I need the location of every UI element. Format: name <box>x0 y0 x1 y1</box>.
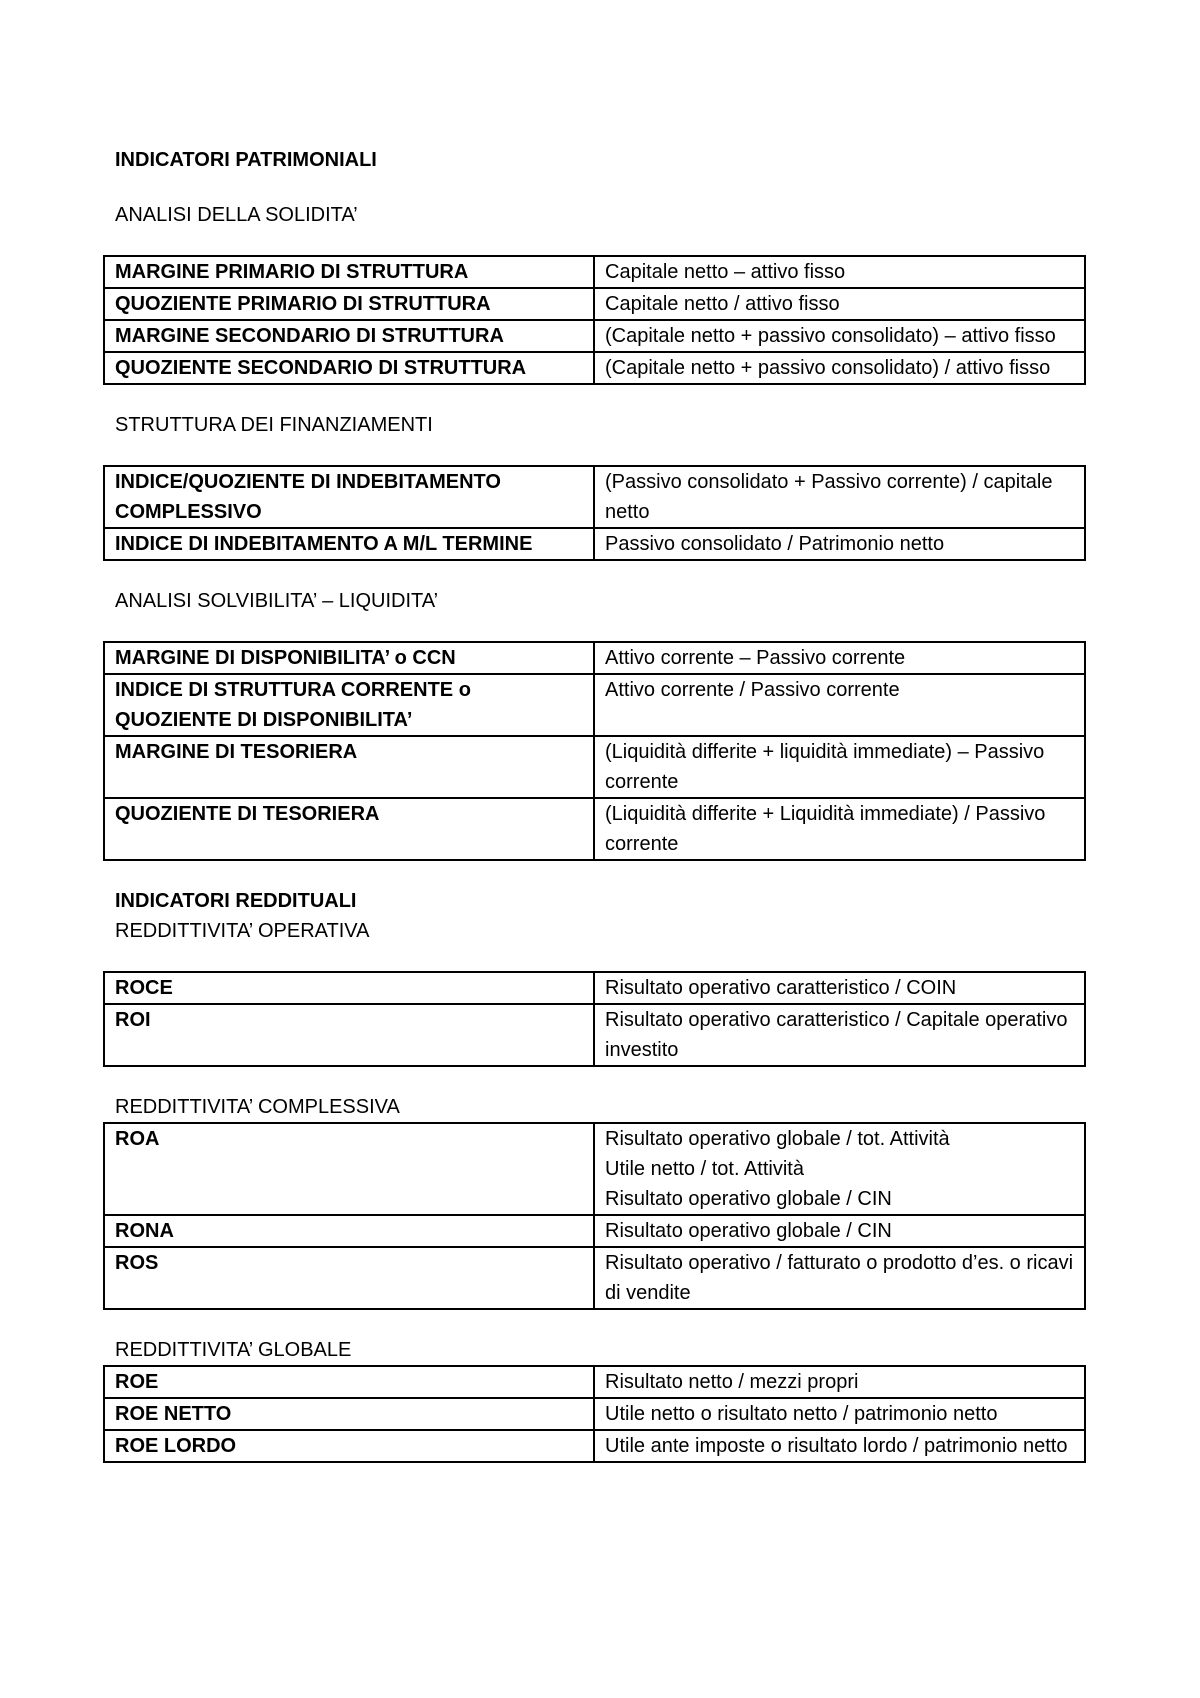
indicator-formula <box>594 320 1085 352</box>
formula-line: (Liquidità differite + liquidità immediate) – Passivo corrente <box>605 741 1045 793</box>
indicator-formula <box>594 528 1085 560</box>
table-row <box>104 1123 1085 1215</box>
indicator-formula <box>594 466 1085 528</box>
subsection-title: REDDITTIVITA’ OPERATIVA <box>115 920 370 942</box>
formula-line: Risultato operativo caratteristico / Capitale operativo investito <box>605 1009 1068 1061</box>
formula-line: (Passivo consolidato + Passivo corrente) / capitale netto <box>605 471 1053 523</box>
indicator-name: INDICE/QUOZIENTE DI INDEBITAMENTO COMPLESSIVO <box>104 466 594 528</box>
indicator-name: ROE <box>104 1366 594 1398</box>
indicator-name: MARGINE DI TESORIERA <box>104 736 594 798</box>
table-row <box>104 972 1085 1004</box>
table-row <box>104 1398 1085 1430</box>
indicator-name: ROE NETTO <box>104 1398 594 1430</box>
subsection-title: REDDITTIVITA’ COMPLESSIVA <box>115 1096 400 1118</box>
formula-line: Passivo consolidato / Patrimonio netto <box>605 533 945 555</box>
indicator-name: MARGINE DI DISPONIBILITA’ o CCN <box>104 642 594 674</box>
table-row <box>104 320 1085 352</box>
table-row <box>104 256 1085 288</box>
table-row <box>104 798 1085 860</box>
table-row <box>104 1247 1085 1309</box>
indicator-name: ROE LORDO <box>104 1430 594 1462</box>
table-row <box>104 1004 1085 1066</box>
indicator-formula <box>594 256 1085 288</box>
indicator-table <box>103 1122 1086 1310</box>
indicator-name: RONA <box>104 1215 594 1247</box>
indicator-name: QUOZIENTE PRIMARIO DI STRUTTURA <box>104 288 594 320</box>
indicator-formula <box>594 674 1085 736</box>
formula-line: (Liquidità differite + Liquidità immediate) / Passivo corrente <box>605 803 1046 855</box>
subsection-title: REDDITTIVITA’ GLOBALE <box>115 1339 352 1361</box>
indicator-formula <box>594 972 1085 1004</box>
subsection-title: ANALISI SOLVIBILITA’ – LIQUIDITA’ <box>115 590 439 612</box>
indicator-name: ROS <box>104 1247 594 1309</box>
table-row <box>104 674 1085 736</box>
formula-line: Utile netto / tot. Attività <box>605 1158 804 1180</box>
indicator-formula <box>594 1215 1085 1247</box>
formula-line: Risultato operativo globale / CIN <box>605 1188 892 1210</box>
formula-line: Capitale netto / attivo fisso <box>605 293 840 315</box>
indicator-formula <box>594 736 1085 798</box>
table-row <box>104 1366 1085 1398</box>
formula-line: Capitale netto – attivo fisso <box>605 261 846 283</box>
indicator-formula <box>594 1430 1085 1462</box>
table-row <box>104 352 1085 384</box>
indicator-name: INDICE DI STRUTTURA CORRENTE o QUOZIENTE DI DISPONIBILITA’ <box>104 674 594 736</box>
indicator-name: QUOZIENTE DI TESORIERA <box>104 798 594 860</box>
indicator-name: INDICE DI INDEBITAMENTO A M/L TERMINE <box>104 528 594 560</box>
formula-line: Risultato operativo globale / CIN <box>605 1220 892 1242</box>
indicator-table <box>103 1365 1086 1463</box>
indicator-formula <box>594 288 1085 320</box>
formula-line: Risultato operativo globale / tot. Attività <box>605 1128 950 1150</box>
indicator-name: MARGINE SECONDARIO DI STRUTTURA <box>104 320 594 352</box>
indicator-name: QUOZIENTE SECONDARIO DI STRUTTURA <box>104 352 594 384</box>
indicator-table <box>103 971 1086 1067</box>
subsection-title: STRUTTURA DEI FINANZIAMENTI <box>115 414 433 436</box>
indicator-formula <box>594 642 1085 674</box>
table-row <box>104 466 1085 528</box>
indicator-formula <box>594 352 1085 384</box>
formula-line: Risultato operativo caratteristico / COIN <box>605 977 957 999</box>
section-title: INDICATORI REDDITUALI <box>115 890 357 912</box>
indicator-name: MARGINE PRIMARIO DI STRUTTURA <box>104 256 594 288</box>
formula-line: Utile netto o risultato netto / patrimonio netto <box>605 1403 998 1425</box>
indicator-name: ROCE <box>104 972 594 1004</box>
formula-line: Utile ante imposte o risultato lordo / patrimonio netto <box>605 1435 1068 1457</box>
indicator-formula <box>594 1398 1085 1430</box>
indicator-table <box>103 641 1086 861</box>
table-row <box>104 528 1085 560</box>
formula-line: (Capitale netto + passivo consolidato) – attivo fisso <box>605 325 1056 347</box>
formula-line: Attivo corrente – Passivo corrente <box>605 647 906 669</box>
formula-line: Attivo corrente / Passivo corrente <box>605 679 900 701</box>
indicator-formula <box>594 798 1085 860</box>
table-row <box>104 736 1085 798</box>
formula-line: Risultato operativo / fatturato o prodotto d’es. o ricavi di vendite <box>605 1252 1074 1304</box>
table-row <box>104 642 1085 674</box>
indicator-formula <box>594 1247 1085 1309</box>
indicator-formula <box>594 1123 1085 1215</box>
table-row <box>104 288 1085 320</box>
indicator-formula <box>594 1004 1085 1066</box>
indicator-name: ROI <box>104 1004 594 1066</box>
document-page <box>103 145 1084 1463</box>
formula-line: Risultato netto / mezzi propri <box>605 1371 859 1393</box>
indicator-name: ROA <box>104 1123 594 1215</box>
section-title: INDICATORI PATRIMONIALI <box>115 149 377 171</box>
subsection-title: ANALISI DELLA SOLIDITA’ <box>115 204 358 226</box>
indicator-table <box>103 465 1086 561</box>
indicator-table <box>103 255 1086 385</box>
table-row <box>104 1215 1085 1247</box>
table-row <box>104 1430 1085 1462</box>
indicator-formula <box>594 1366 1085 1398</box>
formula-line: (Capitale netto + passivo consolidato) / attivo fisso <box>605 357 1051 379</box>
